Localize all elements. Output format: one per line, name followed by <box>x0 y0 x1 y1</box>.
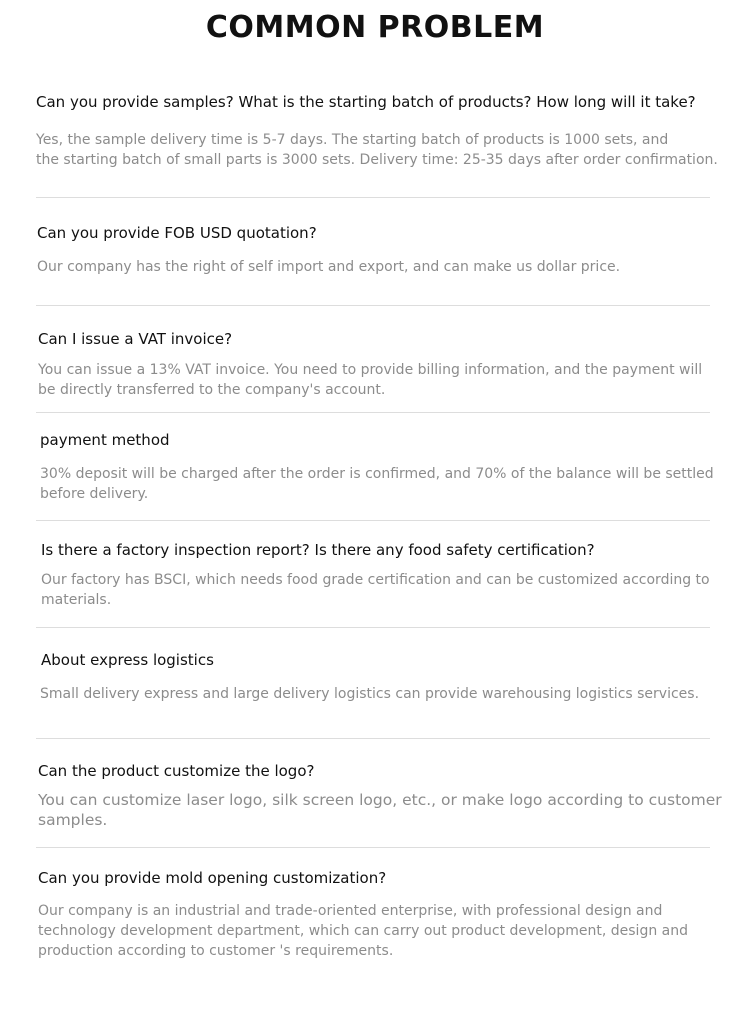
answer-line: You can issue a 13% VAT invoice. You need to provide billing information, and the payment will <box>38 362 703 378</box>
answer-line: production according to customer 's requirements. <box>38 943 394 959</box>
page-title: COMMON PROBLEM <box>205 10 545 45</box>
answer-line: You can customize laser logo, silk screen logo, etc., or make logo according to customer <box>38 791 722 809</box>
faq-question-customize-logo: Can the product customize the logo? <box>38 762 315 780</box>
divider <box>36 412 710 413</box>
answer-line: Our factory has BSCI, which needs food grade certification and can be customized according to <box>41 572 710 588</box>
answer-line: samples. <box>38 811 108 829</box>
divider <box>36 197 710 198</box>
faq-answer-fob-quotation <box>37 257 709 277</box>
answer-line: materials. <box>41 592 112 608</box>
divider <box>36 520 710 521</box>
faq-question-mold-customization: Can you provide mold opening customization? <box>38 869 387 887</box>
faq-question-express-logistics: About express logistics <box>41 651 214 669</box>
answer-line: Our company has the right of self import and export, and can make us dollar price. <box>37 259 621 275</box>
faq-question-inspection-report: Is there a factory inspection report? Is there any food safety certification? <box>41 541 595 559</box>
faq-question-samples: Can you provide samples? What is the starting batch of products? How long will it take? <box>36 93 696 111</box>
faq-question-payment-method: payment method <box>40 431 170 449</box>
answer-line: Small delivery express and large delivery logistics can provide warehousing logistics services. <box>40 686 700 702</box>
divider <box>36 305 710 306</box>
answer-line: technology development department, which can carry out product development, design and <box>38 923 688 939</box>
faq-question-vat-invoice: Can I issue a VAT invoice? <box>38 330 233 348</box>
answer-line: 30% deposit will be charged after the order is confirmed, and 70% of the balance will be settled <box>40 466 714 482</box>
faq-answer-payment-method <box>40 464 712 504</box>
answer-line: before delivery. <box>40 486 149 502</box>
answer-line: be directly transferred to the company's account. <box>38 382 386 398</box>
answer-line: Our company is an industrial and trade-oriented enterprise, with professional design and <box>38 903 663 919</box>
faq-answer-inspection-report <box>41 570 713 610</box>
faq-question-fob-quotation: Can you provide FOB USD quotation? <box>37 224 317 242</box>
answer-line: Yes, the sample delivery time is 5-7 days. The starting batch of products is 1000 sets, and <box>36 132 669 148</box>
divider <box>36 847 710 848</box>
faq-answer-samples <box>36 130 718 170</box>
divider <box>36 738 710 739</box>
divider <box>36 627 710 628</box>
faq-answer-mold-customization <box>38 901 710 961</box>
faq-answer-customize-logo <box>38 790 722 830</box>
faq-answer-vat-invoice <box>38 360 710 400</box>
faq-answer-express-logistics <box>40 684 712 704</box>
answer-line: the starting batch of small parts is 3000 sets. Delivery time: 25-35 days after order confirmation. <box>36 152 718 168</box>
